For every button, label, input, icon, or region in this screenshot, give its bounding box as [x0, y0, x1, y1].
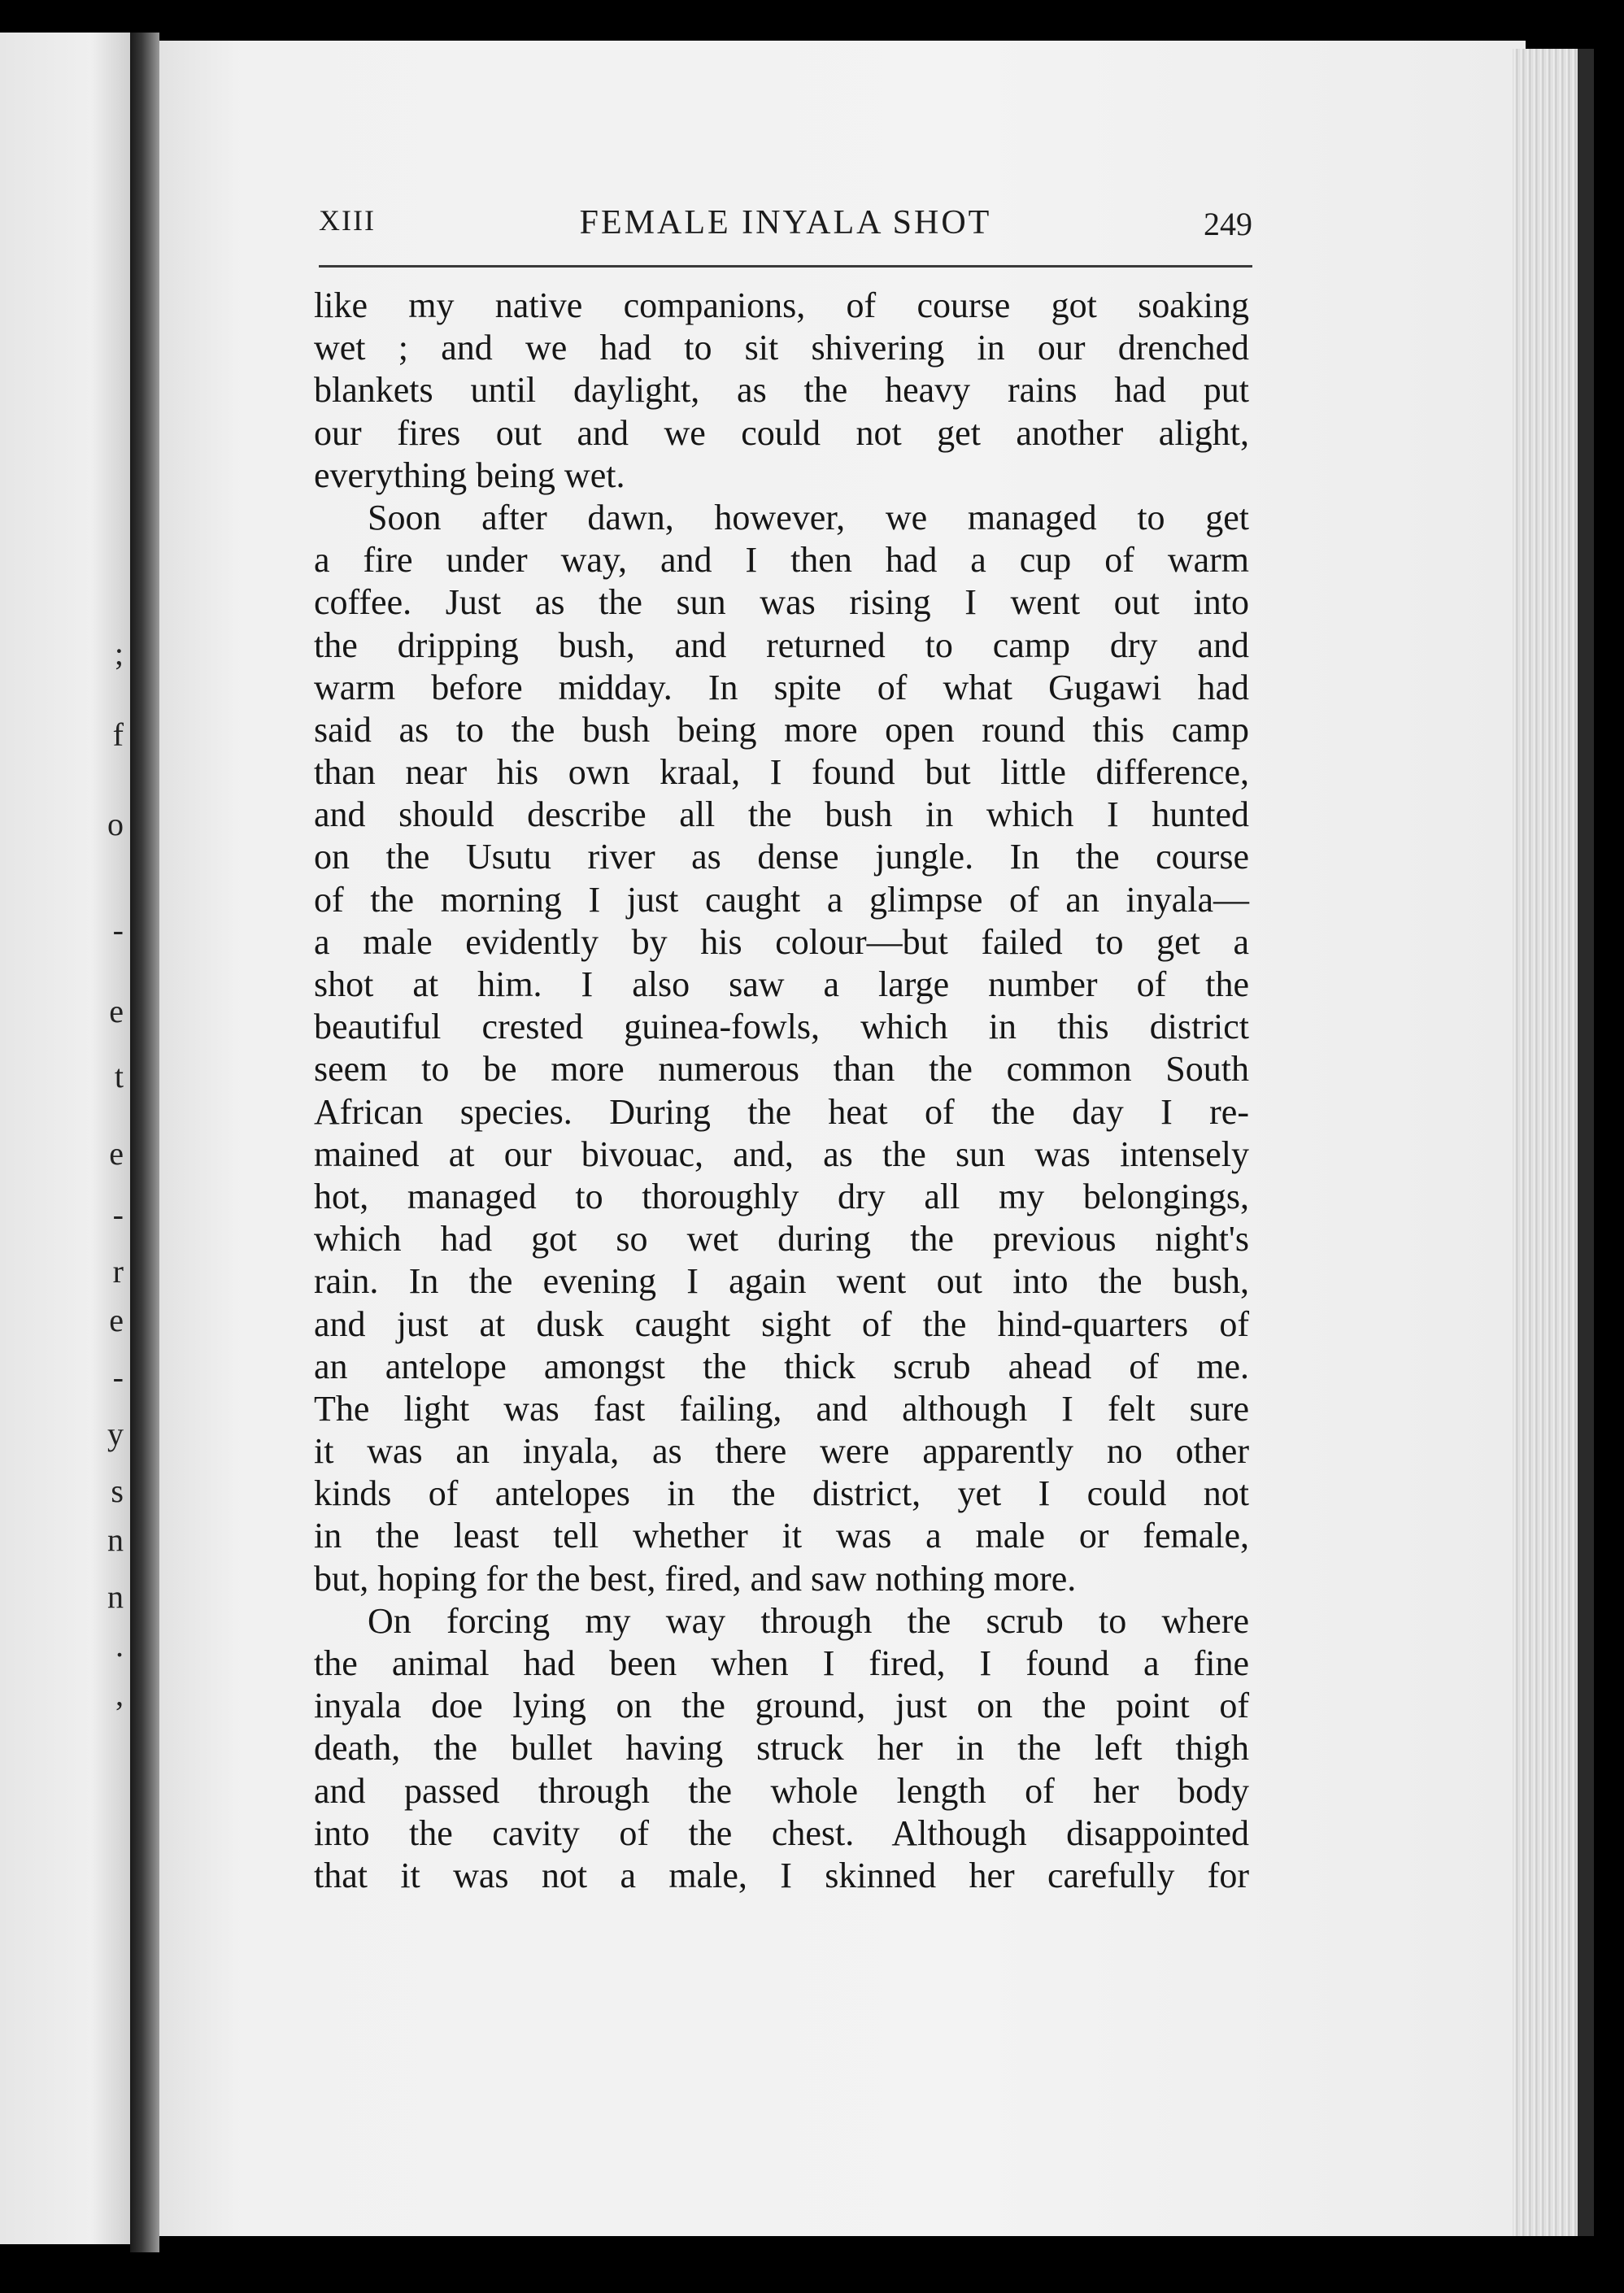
body-text — [314, 285, 1249, 1897]
text-line: the dripping bush, and returned to camp dry and — [314, 624, 1249, 665]
facing-page-glyph: r — [112, 1253, 124, 1290]
text-line: inyala doe lying on the ground, just on the point of — [314, 1686, 1249, 1726]
facing-page-glyph: - — [112, 1359, 124, 1395]
paragraph — [314, 497, 1249, 1600]
text-line: rain. In the evening I again went out into the bush, — [314, 1261, 1249, 1302]
facing-page-glyph: e — [109, 1135, 124, 1172]
text-line: coffee. Just as the sun was rising I went out into — [314, 582, 1249, 623]
text-line: The light was fast failing, and although I felt sure — [314, 1388, 1249, 1429]
text-line: a fire under way, and I then had a cup of warm — [314, 540, 1249, 581]
paragraph — [314, 285, 1249, 497]
text-line: On forcing my way through the scrub to where — [368, 1600, 1249, 1641]
chapter-number: XIII — [319, 204, 376, 237]
text-line: it was an inyala, as there were apparently no other — [314, 1431, 1249, 1472]
text-line: beautiful crested guinea-fowls, which in this district — [314, 1007, 1249, 1047]
text-line: hot, managed to thoroughly dry all my belongings, — [314, 1176, 1249, 1216]
text-line: and should describe all the bush in which I hunted — [314, 794, 1249, 835]
text-line: an antelope amongst the thick scrub ahead of me. — [314, 1346, 1249, 1386]
facing-page-left — [0, 33, 130, 2244]
facing-page-glyph: o — [107, 806, 124, 842]
page-header-title: FEMALE INYALA SHOT — [579, 204, 992, 241]
text-line: into the cavity of the chest. Although disappointed — [314, 1812, 1249, 1853]
book-gutter — [130, 33, 159, 2252]
facing-page-edge-text — [0, 33, 130, 2244]
running-head — [319, 203, 1252, 252]
text-line: kinds of antelopes in the district, yet I could not — [314, 1473, 1249, 1514]
facing-page-glyph: , — [115, 1676, 124, 1712]
facing-page-glyph: t — [114, 1058, 124, 1094]
text-line: than near his own kraal, I found but little difference, — [314, 752, 1249, 793]
text-line: on the Usutu river as dense jungle. In the course — [314, 837, 1249, 877]
text-line: and just at dusk caught sight of the hind-quarters of — [314, 1303, 1249, 1344]
facing-page-glyph: - — [112, 912, 124, 948]
facing-page-glyph: n — [107, 1578, 124, 1615]
text-line: but, hoping for the best, fired, and saw nothing more. — [314, 1558, 1077, 1599]
text-line: blankets until daylight, as the heavy rains had put — [314, 370, 1249, 411]
text-line: the animal had been when I fired, I found a fine — [314, 1643, 1249, 1683]
facing-page-glyph: y — [107, 1416, 124, 1452]
facing-page-glyph: n — [107, 1521, 124, 1558]
facing-page-glyph: e — [109, 993, 124, 1029]
text-line: shot at him. I also saw a large number of the — [314, 964, 1249, 1004]
paragraph — [314, 1600, 1249, 1897]
text-line: our fires out and we could not get another alight, — [314, 412, 1249, 453]
facing-page-glyph: s — [111, 1473, 124, 1509]
facing-page-glyph: - — [112, 1196, 124, 1233]
text-line: everything being wet. — [314, 455, 625, 495]
text-line: Soon after dawn, however, we managed to get — [368, 497, 1249, 537]
facing-page-glyph: . — [115, 1627, 124, 1664]
facing-page-glyph: e — [109, 1302, 124, 1338]
text-line: African species. During the heat of the day I re- — [314, 1091, 1249, 1132]
text-line: like my native companions, of course got soaking — [314, 285, 1249, 325]
text-line: said as to the bush being more open round this camp — [314, 709, 1249, 750]
text-line: and passed through the whole length of her body — [314, 1770, 1249, 1811]
page-edges — [1513, 49, 1586, 2236]
book-cover-edge — [1578, 49, 1594, 2236]
header-rule — [319, 265, 1252, 268]
text-line: seem to be more numerous than the common South — [314, 1049, 1249, 1090]
text-line: warm before midday. In spite of what Gugawi had — [314, 667, 1249, 707]
text-line: of the morning I just caught a glimpse of an inyala— — [314, 879, 1249, 920]
text-line: a male evidently by his colour—but failed to get a — [314, 921, 1249, 962]
text-line: wet ; and we had to sit shivering in our drenched — [314, 328, 1249, 368]
page-number: 249 — [1204, 206, 1252, 242]
text-line: that it was not a male, I skinned her carefully for — [314, 1855, 1249, 1895]
facing-page-glyph: f — [112, 716, 124, 753]
facing-page-glyph: ; — [114, 635, 124, 672]
text-line: in the least tell whether it was a male or female, — [314, 1516, 1249, 1556]
text-line: which had got so wet during the previous night's — [314, 1219, 1249, 1260]
text-line: death, the bullet having struck her in the left thigh — [314, 1728, 1249, 1769]
text-line: mained at our bivouac, and, as the sun was intensely — [314, 1133, 1249, 1174]
